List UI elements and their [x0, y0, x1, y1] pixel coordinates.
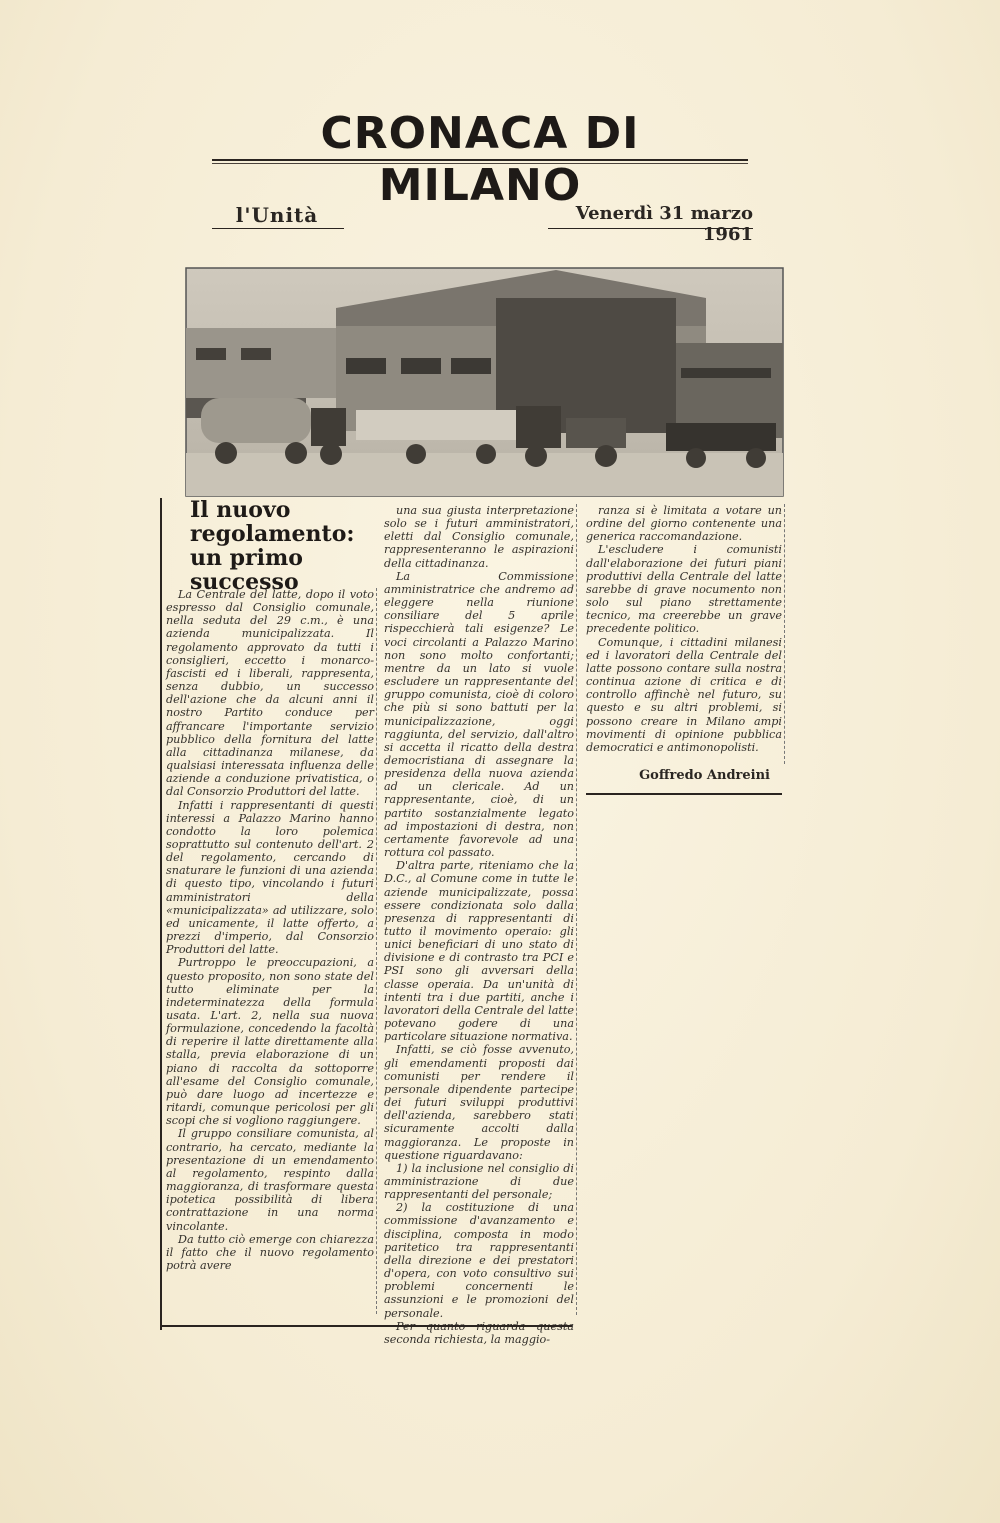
article-column-3 — [586, 504, 785, 764]
issue-date-rule — [548, 228, 753, 229]
article-column-2 — [384, 504, 577, 1346]
paragraph: Purtroppo le preoccupazioni, a questo proposito, non sono state del tutto eliminate per la indeterminatezza della formula usata. L'art. 2, nella sua nuova formulazione, concedendo la facoltà di reperire il latte direttamente alla stalla, previa elaborazione di un piano di raccolta da sottoporre all'esame del Consiglio comunale, può dare luogo ad incertezze e ritardi, comunque pericolosi per gli scopi che si vogliono raggiungere. — [166, 956, 374, 1128]
paragraph: Per quanto riguarda questa seconda richiesta, la maggio- — [384, 1319, 574, 1346]
article-headline — [190, 498, 370, 594]
headline-line: successo — [190, 569, 299, 595]
paragraph: ranza si è limitata a votare un ordine del giorno contenente una generica raccomandazione. — [586, 504, 782, 544]
paragraph: Comunque, i cittadini milanesi ed i lavoratori della Centrale del latte possono contare sulla nostra continua azione di critica e di controllo affinchè nel futuro, su questo e su altri problemi, si possono creare in Milano ampi movimenti di opinione pubblica democratici e antimonopolisti. — [586, 635, 782, 754]
article-left-rule — [160, 498, 162, 1330]
paragraph: La Commissione amministratrice che andremo ad eleggere nella riunione consiliare del 5 aprile rispecchierà tali esigenze? Le voci circolanti a Palazzo Marino non sono molto confortanti; mentre da un lato si vuole escludere un rappresentante del gruppo comunista, cioè di coloro che più si sono battuti per la municipalizzazione, oggi raggiunta, del servizio, dall'altro si accetta il ricatto della destra democristiana di assegnare la presidenza della nuova azienda ad un clericale. Ad un rappresentante, cioè, di un partito sostanzialmente legato ad impostazioni di destra, non certamente favorevole ad una rottura col passato. — [384, 569, 574, 860]
photo-icon — [186, 268, 783, 496]
paragraph: Il gruppo consiliare comunista, al contrario, ha cercato, mediante la presentazione di un emendamento al regolamento, respinto dalla maggioranza, di trasformare questa ipotetica possibilità di libera contrattazione in una norma vincolante. — [166, 1127, 374, 1233]
paragraph: 1) la inclusione nel consiglio di amministrazione di due rappresentanti del personale; — [384, 1161, 574, 1202]
headline-line: un primo — [190, 545, 303, 571]
article-column-1 — [166, 588, 377, 1314]
paragraph: La Centrale del latte, dopo il voto espresso dal Consiglio comunale, nella seduta del 29 c.m., è una azienda municipalizzata. Il regolamento approvato da tutti i consiglieri, eccetto i monarco-fascisti ed i liberali, rappresenta, senza dubbio, un successo dell'azione che da alcuni anni il nostro Partito conduce per affrancare l'importante servizio pubblico della fornitura del latte alla cittadinanza milanese, da qualsiasi interessata influenza delle aziende a conduzione privatistica, o dal Consorzio Produttori del latte. — [166, 588, 374, 799]
paragraph: una sua giusta interpretazione solo se i futuri amministratori, eletti dal Consiglio comunale, rappresenteranno le aspirazioni della cittadinanza. — [384, 504, 574, 570]
paragraph: Infatti, se ciò fosse avvenuto, gli emendamenti proposti dai comunisti per rendere il personale dipendente partecipe dei futuri sviluppi produttivi dell'azienda, sarebbero stati sicuramente accolti dalla maggioranza. Le proposte in questione riguardavano: — [384, 1043, 574, 1162]
newspaper-name: l'Unità — [235, 203, 319, 227]
author-signature: Goffredo Andreini — [639, 768, 770, 783]
masthead-rule-thin — [212, 163, 748, 164]
headline-line: regolamento: — [190, 521, 355, 547]
article-end-rule — [160, 1325, 572, 1327]
section-masthead: CRONACA DI MILANO — [320, 108, 640, 211]
newspaper-name-rule — [212, 228, 344, 229]
masthead-rule — [212, 159, 748, 161]
headline-line: Il nuovo — [190, 497, 291, 523]
paragraph: 2) la costituzione di una commissione d'avanzamento e disciplina, composta in modo paritetico tra rappresentanti della direzione e dei prestatori d'opera, con voto consultivo sui problemi concernenti le assunzioni e le promozioni del personale. — [384, 1201, 574, 1320]
paragraph: L'escludere i comunisti dall'elaborazione dei futuri piani produttivi della Centrale del latte sarebbe di grave nocumento non solo sul piano strettamente tecnico, ma creerebbe un grave precedente politico. — [586, 543, 782, 636]
paragraph: D'altra parte, riteniamo che la D.C., al Comune come in tutte le aziende municipalizzate, possa essere condizionata solo dalla presenza di rappresentanti di tutto il movimento operaio: gli unici beneficiari di uno stato di divisione e di contrasto tra PCI e PSI sono gli avversari della classe operaia. Da un'unità di intenti tra i due partiti, anche i lavoratori della Centrale del latte potevano godere di una particolare situazione normativa. — [384, 859, 574, 1044]
paragraph: Da tutto ciò emerge con chiarezza il fatto che il nuovo regolamento potrà avere — [166, 1232, 374, 1272]
paragraph: Infatti i rappresentanti di questi interessi a Palazzo Marino hanno condotto la loro polemica soprattutto sul contenuto dell'art. 2 del regolamento, cercando di snaturare le funzioni di una azienda di questo tipo, vincolando i futuri amministratori della «municipalizzata» ad utilizzare, solo ed unicamente, il latte offerto, a prezzi d'imperio, dal Consorzio Produttori del latte. — [166, 798, 374, 957]
issue-date: Venerdì 31 marzo 1961 — [575, 203, 753, 245]
column-3-end-rule — [586, 793, 782, 795]
